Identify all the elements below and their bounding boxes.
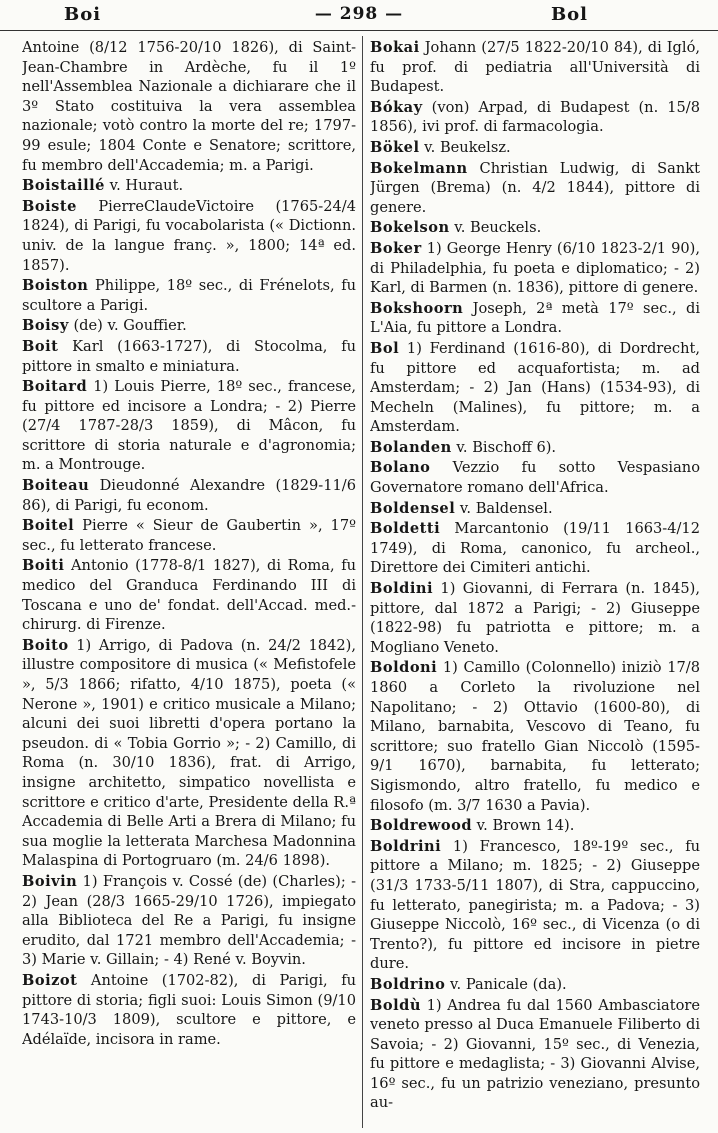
dictionary-entry [22, 476, 356, 515]
entry-text: PierreClaudeVictoire (1765-24/4 1824), di Parigi, fu vocabolarista (« Dictionn. univ. de la langue franç. », 1800; 14ª ed. 1857). [22, 197, 356, 274]
dictionary-entry [22, 636, 356, 871]
entry-text: 1) Andrea fu dal 1560 Ambasciatore veneto presso al Duca Emanuele Filiberto di Savoia; - 2) Giovanni, 15º sec., di Venezia, fu pittore e medaglista; - 3) Giovanni Alvise, 16º sec., fu un patrizio veneziano, presunto au- [370, 996, 700, 1112]
dictionary-entry [22, 176, 356, 196]
entry-headword: Boldensel [370, 499, 456, 517]
column-divider [362, 36, 363, 1128]
entry-headword: Bolanden [370, 438, 452, 456]
entry-headword: Boldrini [370, 837, 442, 855]
entry-headword: Bokai [370, 39, 420, 56]
dictionary-entry [370, 837, 700, 974]
entry-text: 1) Giovanni, di Ferrara (n. 1845), pittore, dal 1872 a Parigi; - 2) Giuseppe (1822-98) fu patriotta e pittore; m. a Mogliano Veneto. [370, 580, 700, 656]
entry-text: Antonio (1778-8/1 1827), di Roma, fu medico del Granduca Ferdinando III di Toscana e uno de' fondat. dell'Accad. med.-chirurg. di Firenze. [22, 557, 356, 634]
dictionary-entry [370, 975, 700, 995]
entry-headword: Boiston [22, 277, 89, 295]
entry-text: 1) Louis Pierre, 18º sec., francese, fu pittore ed incisore a Londra; - 2) Pierre (27/4 1787-28/3 1859), di Mâcon, fu scrittore di storia naturale e d'agronomia; m. a Montrouge. [22, 378, 356, 474]
entry-headword: Bokelson [370, 219, 450, 237]
entry-headword: Bokelmann [370, 159, 468, 177]
entry-headword: Boizot [22, 971, 78, 989]
dictionary-entry [370, 579, 700, 657]
entry-text: v. Beuckels. [449, 219, 542, 237]
entry-text: Antoine (1702-82), di Parigi, fu pittore di storia; figli suoi: Louis Simon (9/10 1743-10/3 1809), scultore e pittore, e Adélaïde, incisora in rame. [22, 971, 356, 1048]
dictionary-entry [22, 556, 356, 634]
dictionary-entry [22, 316, 356, 336]
page-number: — 298 — [314, 4, 404, 24]
entry-text: 1) Camillo (Colonnello) iniziò 17/8 1860 a Corleto la rivoluzione nel Napolitano; - 2) Ottavio (1600-80), di Milano, barnabita, Vescovo di Teano, fu scrittore; suo fratello Gian Niccolò (1595-9/1 1670), barnabita, fu letterato; Sigismondo, altro fratello, fu medico e filosofo (m. 3/7 1630 a Pavia). [370, 659, 700, 814]
dictionary-entry [370, 299, 700, 338]
entry-text: Dieudonné Alexandre (1829-11/6 86), di Parigi, fu econom. [22, 477, 356, 514]
entry-text: v. Bischoff 6). [451, 438, 557, 456]
entry-text: v. Beukelsz. [419, 138, 511, 156]
entry-headword: Boivin [22, 872, 78, 890]
entry-headword: Bolano [370, 459, 431, 477]
dictionary-entry [370, 458, 700, 497]
dictionary-entry [22, 971, 356, 1049]
header-right-word: Bol [550, 4, 588, 25]
entry-headword: Boldrino [370, 975, 446, 993]
entry-text: Joseph, 2ª metà 17º sec., di L'Aia, fu pittore a Londra. [370, 299, 700, 337]
entry-headword: Boito [22, 636, 69, 654]
dictionary-entry [370, 239, 700, 298]
dictionary-entry [370, 138, 700, 158]
dictionary-entry [22, 337, 356, 376]
entry-text: Philippe, 18º sec., di Frénelots, fu scultore a Parigi. [22, 277, 356, 314]
dictionary-entry [370, 159, 700, 218]
entry-headword: Bokshoorn [370, 299, 464, 317]
entry-text: (von) Arpad, di Budapest (n. 15/8 1856), ivi prof. di farmacologia. [370, 98, 700, 136]
entry-headword: Boiteau [22, 477, 90, 495]
dictionary-entry [370, 996, 700, 1114]
entry-headword: Boisy [22, 317, 69, 335]
entry-headword: Boker [370, 239, 422, 257]
dictionary-entry [370, 98, 700, 137]
dictionary-entry [22, 516, 356, 555]
entry-text: 1) Francesco, 18º-19º sec., fu pittore a Milano; m. 1825; - 2) Giuseppe (31/3 1733-5/11 1807), di Stra, cappuccino, fu letterato, panegirista; m. a Padova; - 3) Giuseppe Niccolò, 16º sec., di Vicenza (o di Trento?), fu pittore ed incisore in pietre dure. [370, 837, 700, 973]
dictionary-entry [22, 872, 356, 970]
left-column [22, 38, 356, 1130]
entry-headword: Boistaillé [22, 177, 105, 195]
entry-headword: Boit [22, 337, 59, 355]
entry-text: Pierre « Sieur de Gaubertin », 17º sec., fu letterato francese. [22, 517, 356, 554]
entry-text: v. Huraut. [104, 177, 184, 195]
entry-headword: Boldrewood [370, 817, 473, 835]
entry-text: Marcantonio (19/11 1663-4/12 1749), di Roma, canonico, fu archeol., Direttore dei Cimiteri antichi. [370, 520, 700, 577]
dictionary-entry [22, 38, 356, 175]
entry-text: Johann (27/5 1822-20/10 84), di Igló, fu prof. di pediatria all'Università di Budapest. [370, 39, 700, 96]
dictionary-entry [370, 339, 700, 437]
entry-headword: Boitel [22, 517, 75, 535]
entry-headword: Boldini [370, 580, 434, 598]
entry-text: 1) Arrigo, di Padova (n. 24/2 1842), illustre compositore di musica (« Mefistofele », 5/3 1866; rifatto, 4/10 1875), poeta (« Nerone », 1901) e critico musicale a Milano; alcuni dei suoi libretti d'opera portano la pseudon. di « Tobia Gorrio »; - 2) Camillo, di Roma (n. 30/10 1836), frat. di Arrigo, insigne architetto, simpatico novellista e scrittore e critico d'arte, Presidente della R.ª Accademia di Belle Arti a Brera di Milano; fu sua moglie la letterata Marchesa Madonnina Malaspina di Portogruaro (m. 24/6 1898). [22, 636, 356, 870]
entry-headword: Boldù [370, 996, 421, 1014]
entry-headword: Boitard [22, 378, 88, 396]
dictionary-entry [370, 218, 700, 238]
entry-text: 1) George Henry (6/10 1823-2/1 90), di Philadelphia, fu poeta e diplomatico; - 2) Karl, di Barmen (n. 1836), pittore di genere. [370, 239, 700, 297]
dictionary-entry [370, 438, 700, 458]
entry-headword: Boldetti [370, 520, 441, 538]
entry-text: v. Brown 14). [472, 817, 575, 835]
entry-text: Christian Ludwig, di Sankt Jürgen (Brema) (n. 4/2 1844), pittore di genere. [370, 159, 700, 216]
entry-text: v. Baldensel. [455, 499, 553, 517]
dictionary-entry [370, 499, 700, 519]
dictionary-entry [22, 377, 356, 475]
entry-headword: Bökel [370, 138, 420, 156]
dictionary-entry [370, 816, 700, 836]
dictionary-entry [22, 276, 356, 315]
dictionary-entry [370, 658, 700, 815]
entry-headword: Bókay [370, 98, 423, 116]
entry-headword: Bol [370, 339, 400, 357]
entry-headword: Boiti [22, 557, 65, 575]
page-header [0, 0, 718, 31]
entry-text: Karl (1663-1727), di Stocolma, fu pittore in smalto e miniatura. [22, 337, 356, 375]
dictionary-entry [370, 519, 700, 578]
entry-text: Vezzio fu sotto Vespasiano Governatore romano dell'Africa. [370, 459, 700, 497]
entry-text: v. Panicale (da). [445, 975, 567, 993]
entry-text: Antoine (8/12 1756-20/10 1826), di Saint-Jean-Chambre in Ardèche, fu il 1º nell'Assemblea Nazionale a dichiarare che il 3º Stato costituiva la vera assemblea nazionale; votò contro la morte del re; 1797-99 esule; 1804 Conte e Senatore; scrittore, fu membro dell'Accademia; m. a Parigi. [22, 39, 356, 174]
entry-headword: Boldoni [370, 659, 438, 677]
entry-text: 1) Ferdinand (1616-80), di Dordrecht, fu pittore ed acquafortista; m. ad Amsterdam; - 2) Jan (Hans) (1534-93), di Mecheln (Malines), fu pittore; m. a Amsterdam. [370, 339, 700, 436]
dictionary-entry [22, 197, 356, 275]
header-left-word: Boi [64, 4, 102, 25]
entry-text: 1) François v. Cossé (de) (Charles); - 2) Jean (28/3 1665-29/10 1726), impiegato alla Biblioteca del Re a Parigi, fu insigne erudito, dal 1721 membro dell'Accademia; - 3) Marie v. Gillain; - 4) René v. Boyvin. [22, 872, 356, 969]
right-column [370, 38, 700, 1130]
dictionary-entry [370, 38, 700, 97]
entry-headword: Boiste [22, 197, 77, 215]
entry-text: (de) v. Gouffier. [68, 317, 187, 335]
